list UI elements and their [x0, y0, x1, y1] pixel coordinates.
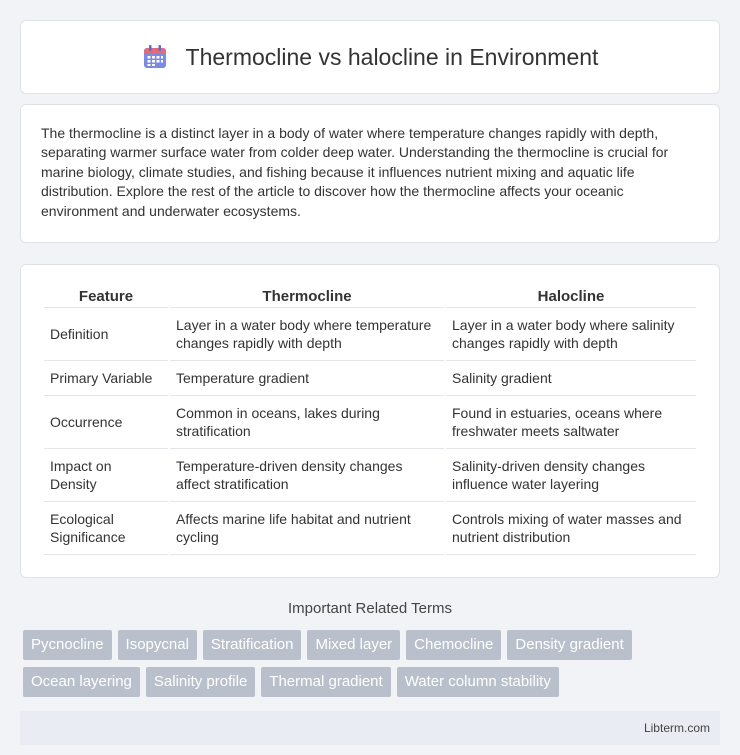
- table-row: [44, 502, 696, 555]
- header-halocline: Halocline: [446, 285, 696, 308]
- cell-feature: Occurrence: [44, 396, 168, 449]
- cell-feature: Definition: [44, 308, 168, 361]
- cell-thermocline: Temperature-driven density changes affect stratification: [170, 449, 444, 502]
- table-row: [44, 361, 696, 396]
- related-terms-title: Important Related Terms: [288, 600, 452, 617]
- cell-thermocline: Common in oceans, lakes during stratification: [170, 396, 444, 449]
- cell-halocline: Salinity gradient: [446, 361, 696, 396]
- cell-feature: Impact on Density: [44, 449, 168, 502]
- cell-thermocline: Temperature gradient: [170, 361, 444, 396]
- cell-halocline: Salinity-driven density changes influence water layering: [446, 449, 696, 502]
- footer-link[interactable]: Libterm.com: [643, 721, 710, 735]
- calendar-icon: [142, 44, 168, 70]
- tag-ocean-layering[interactable]: Ocean layering: [23, 667, 140, 697]
- intro-card: [20, 104, 720, 243]
- tag-thermal-gradient[interactable]: Thermal gradient: [261, 667, 390, 697]
- comparison-table-card: [20, 264, 720, 578]
- cell-thermocline: Affects marine life habitat and nutrient cycling: [170, 502, 444, 555]
- table-row: [44, 308, 696, 361]
- tag-isopycnal[interactable]: Isopycnal: [118, 630, 197, 660]
- page-title: Thermocline vs halocline in Environment: [185, 43, 599, 70]
- header-thermocline: Thermocline: [170, 285, 444, 308]
- tag-stratification[interactable]: Stratification: [203, 630, 302, 660]
- cell-feature: Primary Variable: [44, 361, 168, 396]
- cell-feature: Ecological Significance: [44, 502, 168, 555]
- cell-halocline: Layer in a water body where salinity changes rapidly with depth: [446, 308, 696, 361]
- table-row: [44, 396, 696, 449]
- tag-density-gradient[interactable]: Density gradient: [507, 630, 631, 660]
- tag-salinity-profile[interactable]: Salinity profile: [146, 667, 255, 697]
- cell-thermocline: Layer in a water body where temperature changes rapidly with depth: [170, 308, 444, 361]
- tag-pycnocline[interactable]: Pycnocline: [23, 630, 112, 660]
- table-header-row: [44, 285, 696, 308]
- tag-mixed-layer[interactable]: Mixed layer: [307, 630, 400, 660]
- related-terms-tags: [20, 630, 720, 697]
- table-row: [44, 449, 696, 502]
- cell-halocline: Found in estuaries, oceans where freshwater meets saltwater: [446, 396, 696, 449]
- cell-halocline: Controls mixing of water masses and nutrient distribution: [446, 502, 696, 555]
- tag-water-column-stability[interactable]: Water column stability: [397, 667, 559, 697]
- footer: [20, 711, 720, 745]
- comparison-table: [42, 285, 698, 555]
- header-feature: Feature: [44, 285, 168, 308]
- page-header: [20, 20, 720, 94]
- tag-chemocline[interactable]: Chemocline: [406, 630, 501, 660]
- intro-text: The thermocline is a distinct layer in a body of water where temperature changes rapidly with depth, separating warmer surface water from colder deep water. Understanding the thermocline is crucial for marine biology, climate studies, and fishing because it influences nutrient mixing and aquatic life distribution. Explore the rest of the article to discover how the thermocline affects your oceanic environment and underwater ecosystems.: [41, 125, 669, 219]
